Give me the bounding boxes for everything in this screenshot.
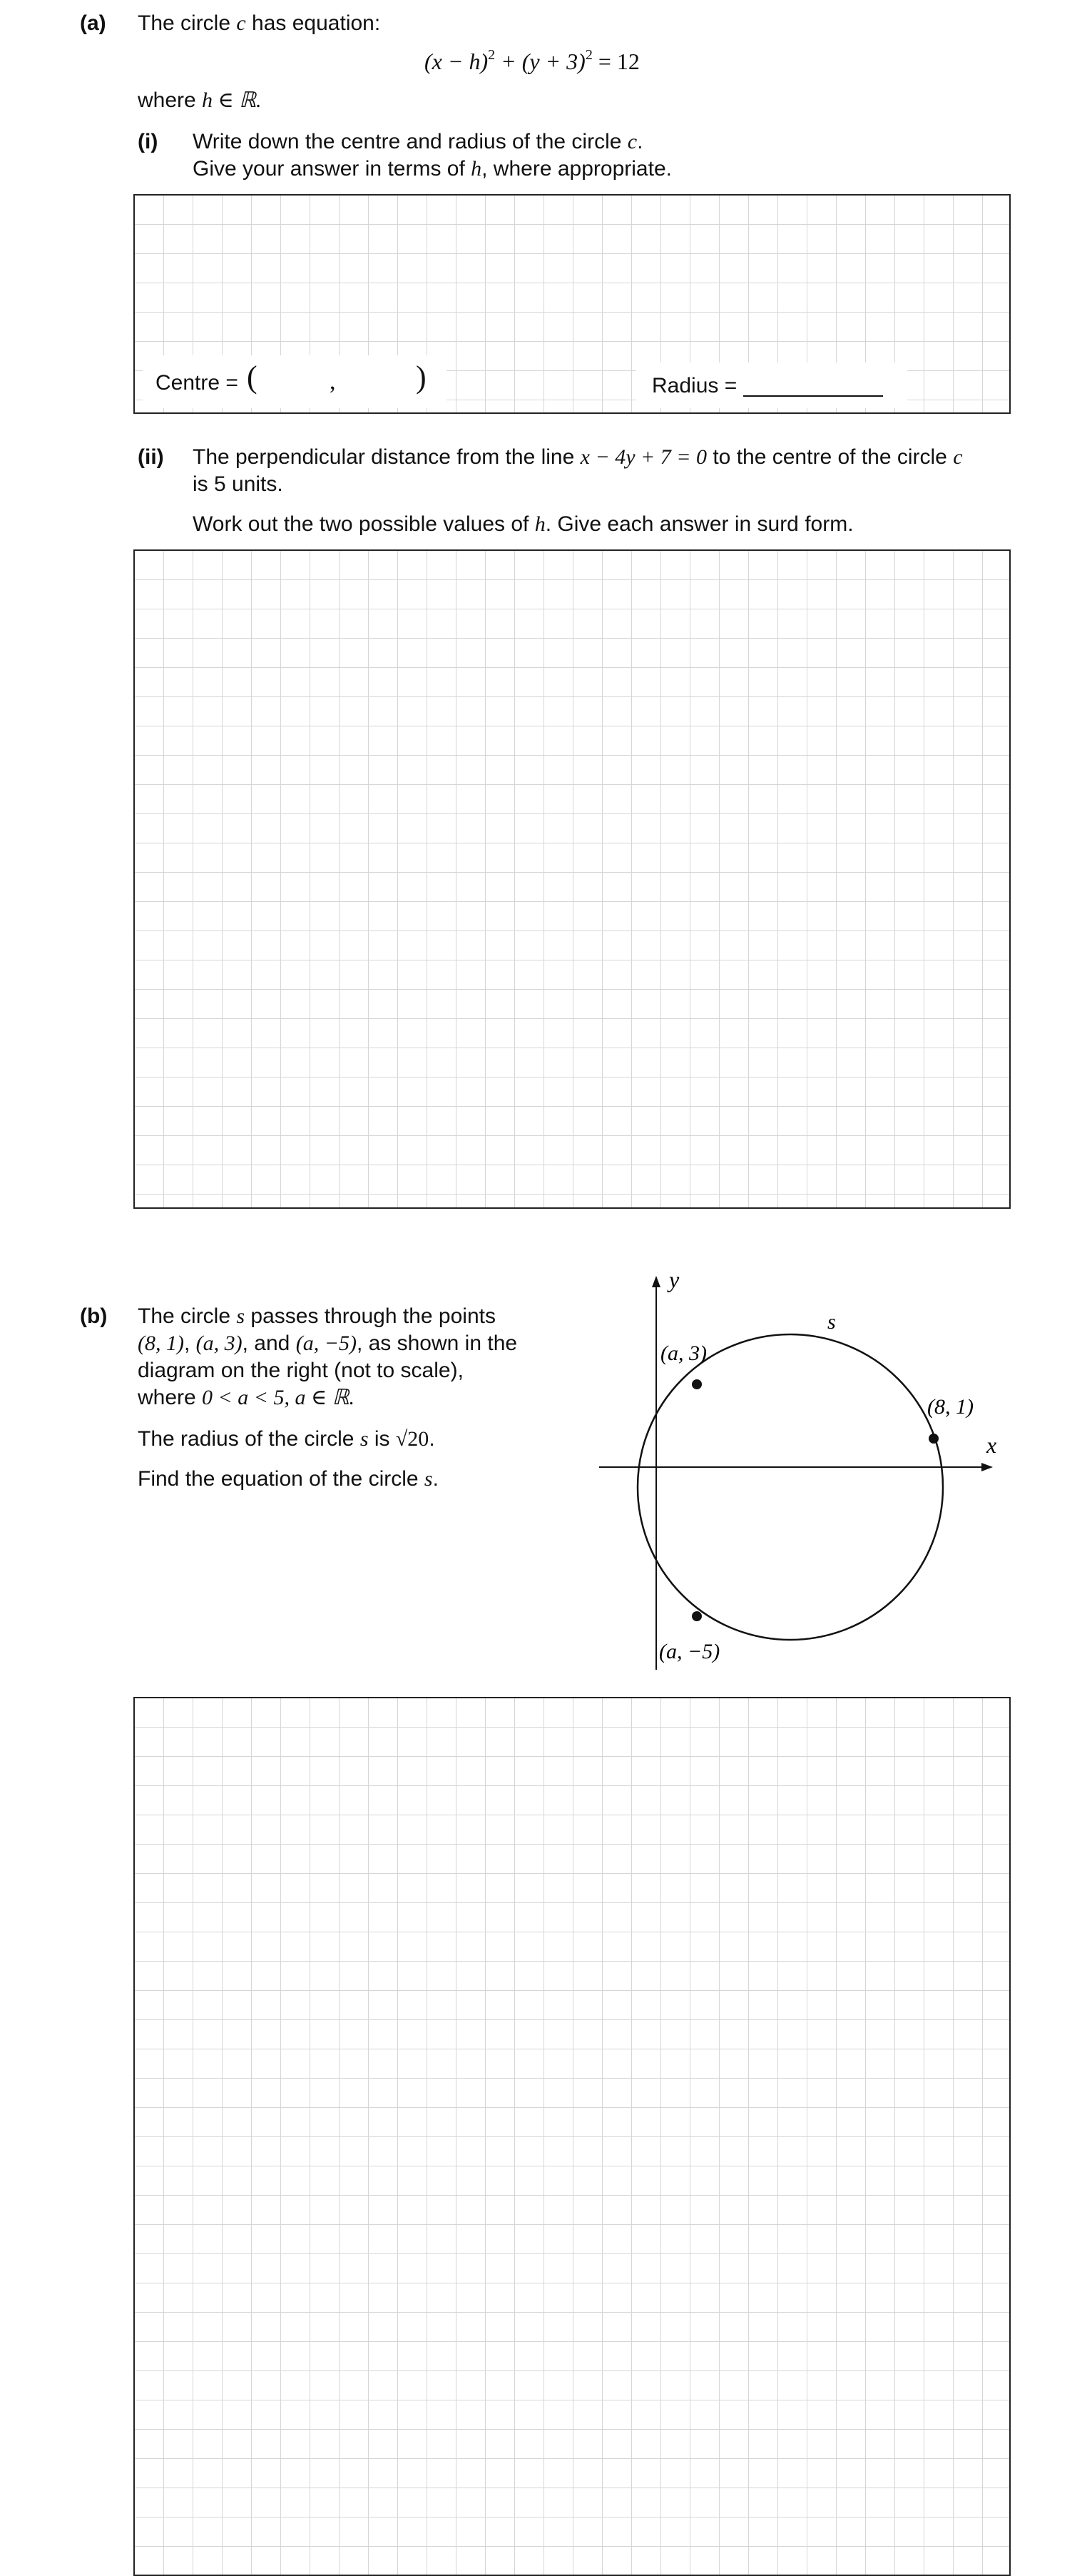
b-var6: s <box>424 1467 433 1491</box>
point-81-dot <box>929 1434 939 1444</box>
b-text6: Find the equation of the circle <box>138 1467 424 1491</box>
x-axis-label: x <box>986 1432 997 1458</box>
sub-ii-text-mid: to the centre of the circle <box>707 445 954 469</box>
centre-comma: , <box>330 368 336 395</box>
point-a3-dot <box>692 1379 702 1389</box>
part-b-line6 <box>138 1466 439 1493</box>
b-text4: where <box>138 1386 203 1409</box>
point-81-label: (8, 1) <box>927 1395 974 1419</box>
part-b-line2 <box>138 1330 517 1357</box>
centre-label: Centre = <box>155 371 238 395</box>
centre-answer-line <box>155 370 238 397</box>
b-text5-mid: is <box>368 1427 396 1451</box>
sub-i-var: c <box>627 130 638 153</box>
part-b-line1 <box>138 1303 496 1330</box>
where-h-real <box>138 87 262 114</box>
b-point2: (a, 3) <box>195 1332 243 1355</box>
part-a-label: (a) <box>80 11 106 35</box>
part-b-line3: diagram on the right (not to scale), <box>138 1359 464 1382</box>
sub-ii-line2: is 5 units. <box>193 472 283 496</box>
intro-text: The circle <box>138 11 237 35</box>
sub-ii-line1 <box>193 444 963 471</box>
sub-ii-var: c <box>953 445 963 469</box>
b-text1-end: passes through the points <box>245 1304 496 1328</box>
b-text2-end: , as shown in the <box>356 1332 518 1355</box>
part-b-line4 <box>138 1384 354 1411</box>
answer-box-a-ii[interactable] <box>133 549 1011 1209</box>
sub-i-label: (i) <box>138 130 158 153</box>
where-math: h ∈ ℝ. <box>202 88 262 112</box>
sub-ii-text3-end: . Give each answer in surd form. <box>545 512 854 536</box>
centre-open-paren: ( <box>247 360 257 395</box>
centre-close-paren: ) <box>416 360 427 395</box>
intro-text-end: has equation: <box>245 11 381 35</box>
b-var5: s <box>359 1427 369 1451</box>
radius-blank[interactable] <box>743 374 883 397</box>
b-point3: (a, −5) <box>295 1332 357 1355</box>
sub-ii-var3: h <box>534 512 546 536</box>
circle-s <box>638 1334 943 1640</box>
sub-i-text-end: . <box>637 130 643 153</box>
b-text5-end: . <box>429 1427 435 1451</box>
sub-i-line1 <box>193 128 643 156</box>
sub-ii-label: (ii) <box>138 445 164 469</box>
b-text6-end: . <box>432 1467 439 1491</box>
part-b-label: (b) <box>80 1304 108 1328</box>
radius-label: Radius = <box>652 374 743 397</box>
sub-i-text: Write down the centre and radius of the circle <box>193 130 628 153</box>
eq-term2: + (y + 3) <box>495 49 586 74</box>
eq-term1: (x − h) <box>424 49 489 74</box>
where-text: where <box>138 88 203 112</box>
b-text1: The circle <box>138 1304 237 1328</box>
sub-i-text2: Give your answer in terms of <box>193 157 471 181</box>
b-var1: s <box>236 1304 245 1328</box>
point-a-neg5-dot <box>692 1611 702 1621</box>
b-text5: The radius of the circle <box>138 1427 360 1451</box>
sub-ii-text: The perpendicular distance from the line <box>193 445 581 469</box>
eq-exp1: 2 <box>488 47 496 63</box>
sub-ii-line3 <box>193 511 854 538</box>
sub-ii-text3: Work out the two possible values of <box>193 512 535 536</box>
b-sqrt20: √20 <box>395 1427 429 1451</box>
part-b-line5 <box>138 1426 435 1453</box>
sub-i-var2: h <box>471 157 482 181</box>
b-sep1: , <box>183 1332 196 1355</box>
point-a-neg5-label: (a, −5) <box>659 1640 720 1663</box>
b-sep2: , and <box>242 1332 296 1355</box>
intro-var: c <box>236 11 246 35</box>
b-math4: 0 < a < 5, a ∈ ℝ. <box>202 1386 355 1409</box>
answer-box-b[interactable] <box>133 1697 1011 2576</box>
sub-i-text2-end: , where appropriate. <box>481 157 672 181</box>
y-axis-label: y <box>669 1267 680 1292</box>
circle-equation <box>424 49 640 75</box>
part-a-intro <box>138 10 380 37</box>
eq-term3: = 12 <box>592 49 640 74</box>
eq-exp2: 2 <box>585 47 593 63</box>
circle-diagram <box>592 1263 1020 1677</box>
b-point1: (8, 1) <box>138 1332 184 1355</box>
sub-i-line2 <box>193 156 672 183</box>
radius-answer-line <box>652 372 883 400</box>
circle-s-label: s <box>827 1310 836 1334</box>
point-a3-label: (a, 3) <box>660 1342 707 1365</box>
line-equation: x − 4y + 7 = 0 <box>580 445 708 469</box>
